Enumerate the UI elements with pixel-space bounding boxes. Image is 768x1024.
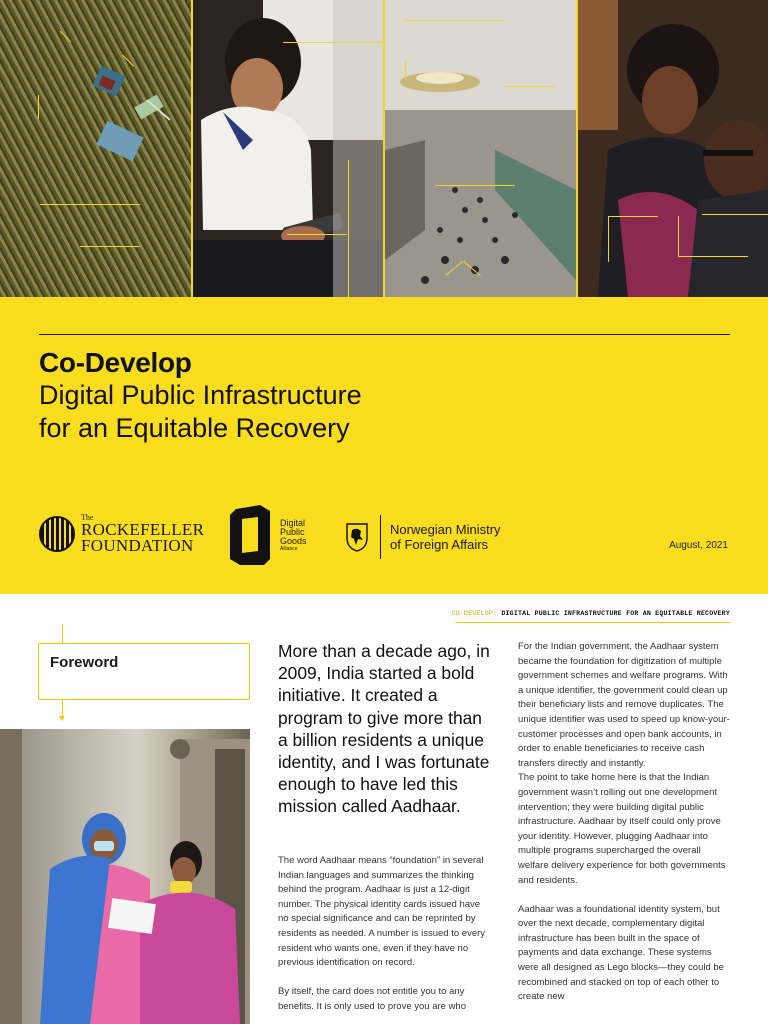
dpg-line-3: Goods [280,535,307,546]
dpg-mark-icon [230,505,270,565]
paragraph: The point to take home here is that the Indian government wasn’t rolling out one development intervention; they were building digital public infrastructure. Aadhaar by itself could only prove your identity. However, plugging Aadhaar into multiple programs supercharged the overall welfare delivery experience for both governments and residents. [518,772,726,886]
nmfa-line-2: of Foreign Affairs [390,537,489,552]
report-title: Co-Develop [39,347,192,378]
running-head [400,610,730,617]
body-column-right [518,640,732,1005]
norway-lion-crest-icon [344,522,370,552]
paragraph: For the Indian government, the Aadhaar system became the foundation for digitization of multiple government schemes and welfare programs. With a unique identifier, the government could clean up their beneficiary lists and remove duplicates. The unique identifier was used to speed up know-your-customer processes and open bank accounts, in order to enable beneficiaries to receive cash transfers directly and instantly. [518,641,730,769]
dpg-line-4: Alliance [280,545,298,552]
aerial-farm-harvester-photo [0,0,191,297]
down-arrow-icon [59,716,65,721]
nmfa-line-1: Norwegian Ministry [390,522,501,537]
rf-line-1: ROCKEFELLER [81,520,205,539]
metro-station-crowd-photo [385,0,576,297]
running-head-title: DIGITAL PUBLIC INFRASTRUCTURE FOR AN EQUITABLE RECOVERY [501,610,730,617]
lead-paragraph: More than a decade ago, in 2009, India started a bold initiative. It created a program to give more than a billion residents a unique identity, and I was fortunate enough to have led this mission called Aadhaar. [278,641,490,817]
header-photo-strip [0,0,768,297]
nmfa-divider [380,515,381,559]
paragraph: The word Aadhaar means “foundation” in several Indian languages and summarizes the thinking behind the program. Aadhaar is just a 12-digit number. The physical identity cards issued have no special significance and can be reprinted by residents as needed. A number is issued to every resident who wants one, even if they have no previous identification on record. [278,855,486,969]
women-in-masks-street-photo [0,729,250,1024]
norwegian-ministry-logo [344,515,501,559]
girl-with-phone-photo [193,0,383,297]
people-looking-at-screen-photo [578,0,768,297]
foreword-section-box [38,643,250,700]
subtitle-line-1: Digital Public Infrastructure [39,380,362,410]
foreword-connector-top [62,624,63,643]
dpg-line-2: Public [280,526,305,537]
cover-divider [39,334,730,335]
paragraph: Aadhaar was a foundational identity system, but over the next decade, complementary digital infrastructure has been built in the space of payments and data exchange. These systems were all designed as Lego blocks—they could be recombined and stacked on top of each other to create new [518,903,724,1003]
dpg-line-1: Digital [280,517,306,528]
cover-panel [0,297,768,594]
rf-line-2: FOUNDATION [81,536,194,555]
publication-date: August, 2021 [669,540,728,551]
section-label: Foreword [50,654,119,671]
paragraph: By itself, the card does not entitle you to any benefits. It is only used to prove you are who [278,986,466,1012]
running-head-rule [455,622,730,623]
digital-public-goods-alliance-logo [230,505,307,565]
subtitle-line-2: for an Equitable Recovery [39,413,350,443]
body-column-middle [278,854,490,1024]
rockefeller-foundation-logo [39,514,204,554]
running-head-prefix: CO-DEVELOP: [451,610,498,617]
rf-the: The [81,513,94,522]
report-subtitle [39,379,459,445]
rockefeller-globe-icon [39,516,75,552]
